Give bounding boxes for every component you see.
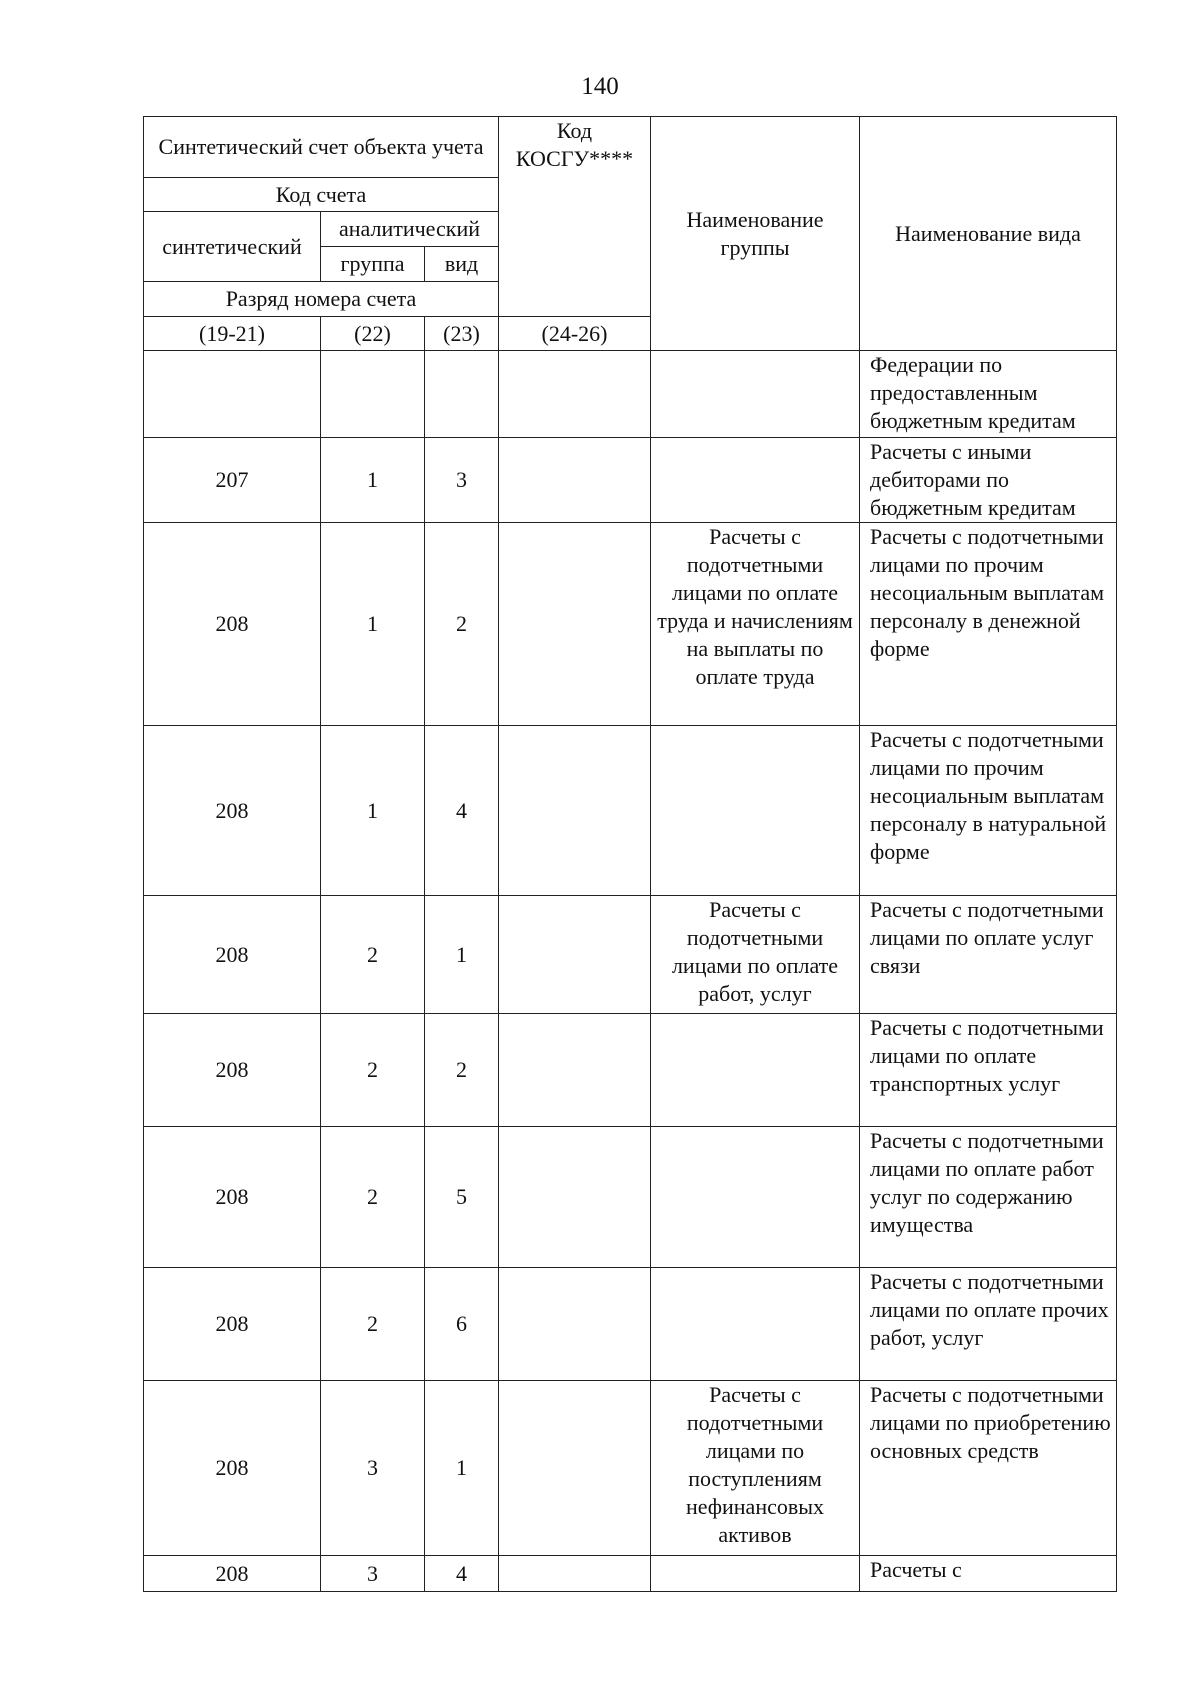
group-cell: 2 [321,1014,425,1127]
kosgu-cell [499,1014,651,1127]
synthetic-cell: 208 [144,1127,321,1268]
col-synthetic-number: (19-21) [144,317,321,351]
synthetic-cell: 208 [144,1381,321,1556]
group-name-cell: Расчеты с подотчетными лицами по поступлениям нефинансовых активов [651,1381,860,1556]
kind-name-header: Наименование вида [860,117,1117,351]
kosgu-cell [499,1268,651,1381]
kind-header: вид [425,247,499,282]
group-name-cell [651,1014,860,1127]
kind-cell: 6 [425,1268,499,1381]
synthetic-header: синтетический [144,212,321,282]
group-name-cell [651,726,860,896]
account-code-header: Код счета [144,178,499,212]
group-cell [321,351,425,438]
group-cell: 1 [321,438,425,523]
synthetic-cell: 208 [144,1014,321,1127]
col-kind-number: (23) [425,317,499,351]
kosgu-cell [499,1127,651,1268]
group-cell: 3 [321,1556,425,1592]
kind-cell: 5 [425,1127,499,1268]
table-row [144,438,1117,523]
group-name-cell [651,351,860,438]
digit-rank-header: Разряд номера счета [144,282,499,317]
kosgu-cell [499,726,651,896]
table-row [144,1127,1117,1268]
col-group-number: (22) [321,317,425,351]
synthetic-cell: 207 [144,438,321,523]
kind-name-cell: Расчеты с [860,1556,1117,1592]
group-name-cell: Расчеты с подотчетными лицами по оплате труда и начислениям на выплаты по оплате труда [651,523,860,726]
kind-cell: 1 [425,896,499,1014]
kind-cell: 2 [425,1014,499,1127]
table-row [144,1381,1117,1556]
kind-name-cell: Расчеты с подотчетными лицами по приобретению основных средств [860,1381,1117,1556]
group-cell: 2 [321,1127,425,1268]
kind-name-cell: Расчеты с подотчетными лицами по оплате транспортных услуг [860,1014,1117,1127]
account-table [143,116,1117,1592]
table-row [144,523,1117,726]
synthetic-cell: 208 [144,1268,321,1381]
kind-name-cell: Расчеты с подотчетными лицами по оплате прочих работ, услуг [860,1268,1117,1381]
analytic-header: аналитический [321,212,499,247]
synthetic-account-header: Синтетический счет объекта учета [144,117,499,178]
kind-cell: 3 [425,438,499,523]
group-header: группа [321,247,425,282]
synthetic-cell: 208 [144,726,321,896]
table-row [144,351,1117,438]
group-name-cell [651,438,860,523]
kosgu-cell [499,1556,651,1592]
kosgu-cell [499,1381,651,1556]
kind-name-cell: Расчеты с подотчетными лицами по прочим несоциальным выплатам персоналу в натуральной форме [860,726,1117,896]
table-row [144,1556,1117,1592]
group-cell: 2 [321,896,425,1014]
kind-name-cell: Расчеты с иными дебиторами по бюджетным кредитам [860,438,1117,523]
synthetic-cell [144,351,321,438]
kosgu-cell [499,896,651,1014]
kind-cell: 4 [425,726,499,896]
group-name-cell [651,1556,860,1592]
kosgu-cell [499,438,651,523]
col-kosgu-number: (24-26) [499,317,651,351]
synthetic-cell: 208 [144,1556,321,1592]
kosgu-cell [499,351,651,438]
table-row [144,726,1117,896]
synthetic-cell: 208 [144,523,321,726]
kind-name-cell: Расчеты с подотчетными лицами по прочим несоциальным выплатам персоналу в денежной форме [860,523,1117,726]
kind-cell: 1 [425,1381,499,1556]
table-row [144,1268,1117,1381]
group-cell: 3 [321,1381,425,1556]
page-number: 140 [581,73,619,100]
kind-cell: 4 [425,1556,499,1592]
kosgu-header: Код КОСГУ**** [499,117,651,317]
kind-cell: 2 [425,523,499,726]
group-name-cell: Расчеты с подотчетными лицами по оплате работ, услуг [651,896,860,1014]
group-name-header: Наименование группы [651,117,860,351]
group-cell: 1 [321,523,425,726]
table-row [144,896,1117,1014]
group-cell: 2 [321,1268,425,1381]
kind-name-cell: Расчеты с подотчетными лицами по оплате услуг связи [860,896,1117,1014]
group-name-cell [651,1127,860,1268]
table-row [144,1014,1117,1127]
group-name-cell [651,1268,860,1381]
kind-name-cell: Расчеты с подотчетными лицами по оплате работ услуг по содержанию имущества [860,1127,1117,1268]
kind-name-cell: Федерации по предоставленным бюджетным кредитам [860,351,1117,438]
kosgu-cell [499,523,651,726]
synthetic-cell: 208 [144,896,321,1014]
kind-cell [425,351,499,438]
group-cell: 1 [321,726,425,896]
